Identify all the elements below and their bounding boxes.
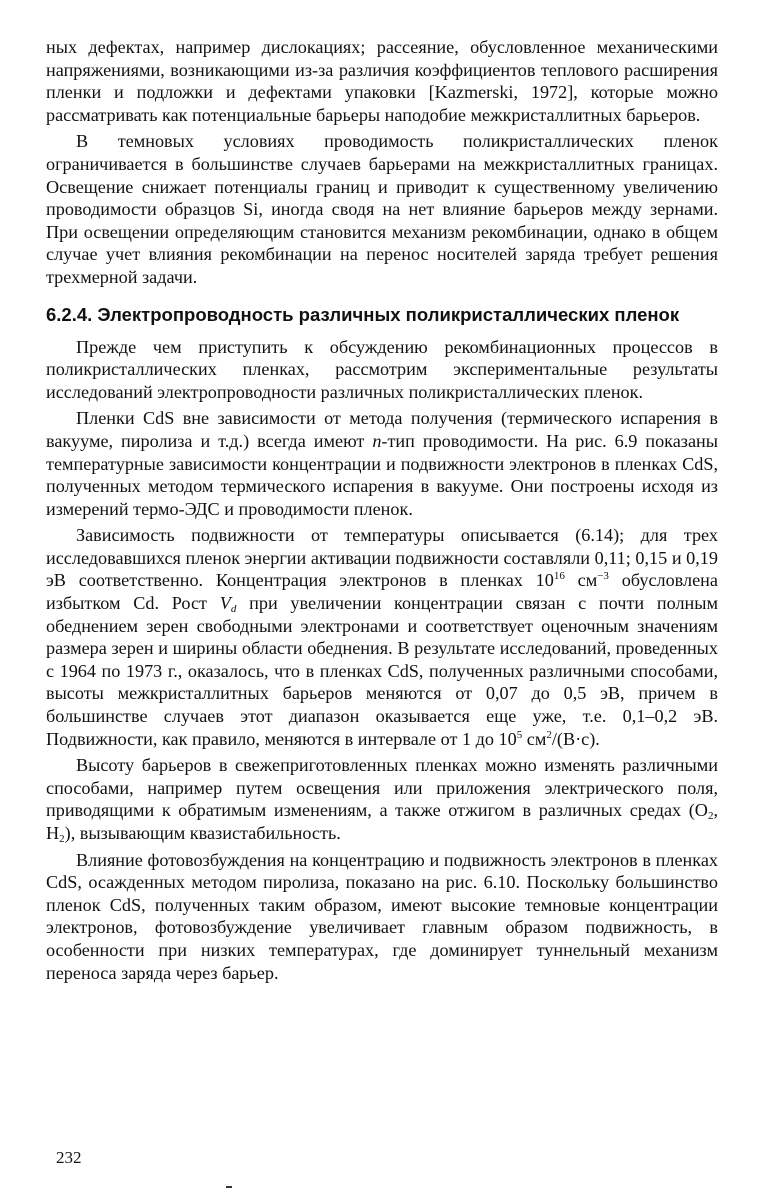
paragraph-continued: ных дефектах, например дислокациях; рассеяние, обусловленное механическими напряжениями, возникающими из-за различия коэффициентов теплового расширения пленки и подложки и дефектами упаковки [Kazmerski, 1972], которые можно рассматривать как потенциальные барьеры наподобие межкристаллитных барьеров. [46, 37, 718, 125]
paragraph-barrier-height: Высоту барьеров в свежеприготовленных пленках можно изменять различными способами, например путем освещения или приложения электрического поля, приводящими к обратимым изменениям, а также отжигом в различных средах ($O_2$, $H_2$), вызывающим квазистабильность. [46, 755, 718, 845]
section-heading: 6.2.4. Электропроводность различных поликристаллических пленок [46, 303, 680, 325]
paragraph-intro: Прежде чем приступить к обсуждению рекомбинационных процессов в поликристаллических пленках, рассмотрим экспериментальные результаты исследований электропроводности различных поликристаллических пленок. [46, 336, 718, 402]
paragraph-dark-conductivity: В темновых условиях проводимость поликристаллических пленок ограничивается в большинстве случаев барьерами на межкристаллитных границах. Освещение снижает потенциалы границ и приводит к существенному увеличению проводимости образцов Si, иногда сводя на нет влияние барьеров между зернами. При освещении определяющим становится механизм рекомбинации, однако в общем случае учет влияния рекомбинации на перенос носителей заряда требует решения трехмерной задачи. [46, 131, 718, 287]
paragraph-cds-films: Пленки CdS вне зависимости от метода получения (термического испарения в вакууме, пиролиза и т.д.) всегда имеют n-тип проводимости. На рис. 6.9 показаны температурные зависимости концентрации и подвижности электронов в пленках CdS, полученных методом термического испарения в вакууме. Они построены исходя из измерений термо-ЭДС и проводимости пленок. [46, 408, 719, 519]
paragraph-photoexcitation: Влияние фотовозбуждения на концентрацию и подвижность электронов в пленках CdS, осажденных методом пиролиза, показано на рис. 6.10. Поскольку большинство пленок CdS, полученных таким образом, имеют высокие темновые концентрации электронов, фотовозбуждение увеличивает главным образом подвижность, в особенности при низких температурах, где доминирует туннельный механизм переноса заряда через барьер. [46, 849, 718, 983]
scan-mark [226, 1186, 232, 1188]
paragraph-mobility: Зависимость подвижности от температуры описывается (6.14); для трех исследовавшихся пленок энергии активации подвижности составляли 0,11; 0,15 и 0,19 эВ соответственно. Концентрация электронов в пленках $10^{16}$ $см^{-3}$ обусловлена избытком Cd. Рост $V_d$ при увеличении концентрации связан с почти полным обеднением зерен свободными электронами и соответствует оценочным значениям размера зерен и ширины области обеднения. В результате исследований, проведенных с 1964 по 1973 г., оказалось, что в пленках CdS, полученных различными способами, высоты межкристаллитных барьеров меняются от 0,07 до 0,5 эВ, причем в большинстве случаев этот диапазон оказывается еще уже, т.е. 0,1–0,2 эВ. Подвижности, как правило, меняются в интервале от 1 до $10^5$ $см^2/(В\cdot с)$. [46, 525, 718, 749]
page-body [46, 36, 718, 984]
page-number: 232 [56, 1148, 82, 1167]
